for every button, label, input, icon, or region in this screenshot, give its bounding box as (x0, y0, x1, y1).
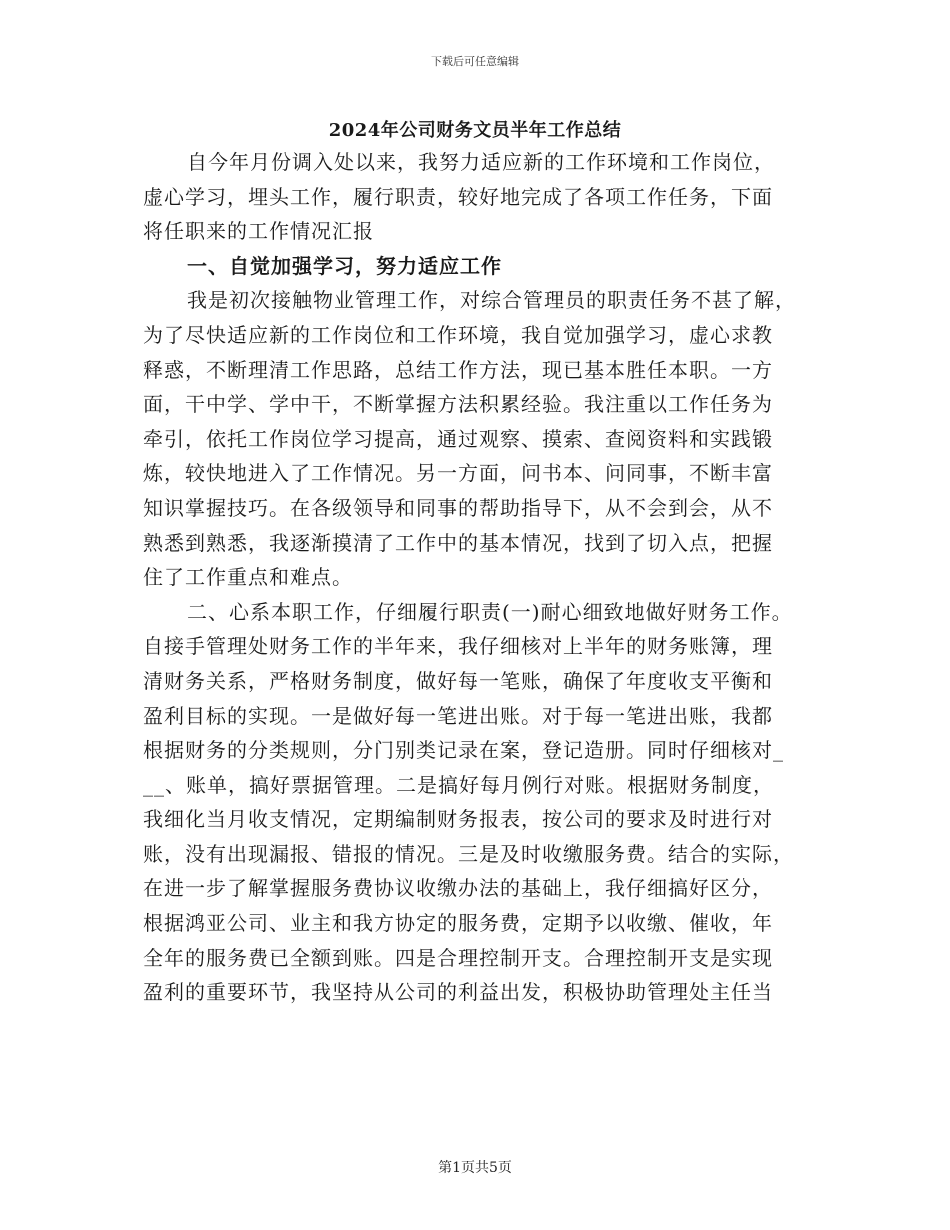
paragraph-line: 全年的服务费已全额到账。四是合理控制开支。合理控制开支是实现 (143, 945, 773, 970)
paragraph-line: 炼，较快地进入了工作情况。另一方面，问书本、问同事，不断丰富 (143, 461, 773, 486)
paragraph-line: 自接手管理处财务工作的半年来，我仔细核对上半年的财务账簿，理 (143, 634, 773, 659)
paragraph-line: 盈利目标的实现。一是做好每一笔进出账。对于每一笔进出账，我都 (143, 703, 773, 728)
paragraph-line: 根据鸿亚公司、业主和我方协定的服务费，定期予以收缴、催收，年 (143, 911, 773, 936)
header-note: 下载后可任意编辑 (431, 55, 519, 68)
paragraph-line: 住了工作重点和难点。 (143, 565, 353, 590)
paragraph-line: 账，没有出现漏报、错报的情况。三是及时收缴服务费。结合的实际， (143, 841, 794, 866)
document-body (143, 145, 811, 1010)
paragraph-line: 二、心系本职工作，仔细履行职责(一)耐心细致地做好财务工作。 (187, 599, 793, 624)
paragraph-line: 面，干中学、学中干，不断掌握方法积累经验。我注重以工作任务为 (143, 392, 773, 417)
section-heading: 一、自觉加强学习，努力适应工作 (187, 253, 502, 278)
paragraph-line: 释惑，不断理清工作思路，总结工作方法，现已基本胜任本职。一方 (143, 357, 773, 382)
paragraph-line: 为了尽快适应新的工作岗位和工作环境，我自觉加强学习，虚心求教 (143, 322, 773, 347)
paragraph-line: 自今年月份调入处以来，我努力适应新的工作环境和工作岗位， (187, 150, 775, 174)
paragraph-line: 根据财务的分类规则，分门别类记录在案，登记造册。同时仔细核对_ (143, 738, 784, 763)
page-number: 第1页共5页 (438, 1160, 512, 1176)
paragraph-line: 我细化当月收支情况，定期编制财务报表，按公司的要求及时进行对 (143, 807, 773, 832)
paragraph-line: 盈利的重要环节，我坚持从公司的利益出发，积极协助管理处主任当 (143, 980, 773, 1005)
paragraph-line: __、账单，搞好票据管理。二是搞好每月例行对账。根据财务制度， (143, 772, 774, 797)
document-title: 2024年公司财务文员半年工作总结 (328, 120, 622, 141)
paragraph-line: 将任职来的工作情况汇报 (143, 219, 374, 244)
paragraph-line: 清财务关系，严格财务制度，做好每一笔账，确保了年度收支平衡和 (143, 668, 773, 693)
paragraph-line: 我是初次接触物业管理工作，对综合管理员的职责任务不甚了解， (187, 288, 796, 313)
paragraph-line: 虚心学习，埋头工作，履行职责，较好地完成了各项工作任务，下面 (143, 184, 773, 209)
paragraph-line: 在进一步了解掌握服务费协议收缴办法的基础上，我仔细搞好区分， (143, 876, 773, 901)
paragraph-line: 知识掌握技巧。在各级领导和同事的帮助指导下，从不会到会，从不 (143, 495, 773, 520)
paragraph-line: 熟悉到熟悉，我逐渐摸清了工作中的基本情况，找到了切入点，把握 (143, 530, 773, 555)
paragraph-line: 牵引，依托工作岗位学习提高，通过观察、摸索、查阅资料和实践锻 (143, 426, 773, 451)
